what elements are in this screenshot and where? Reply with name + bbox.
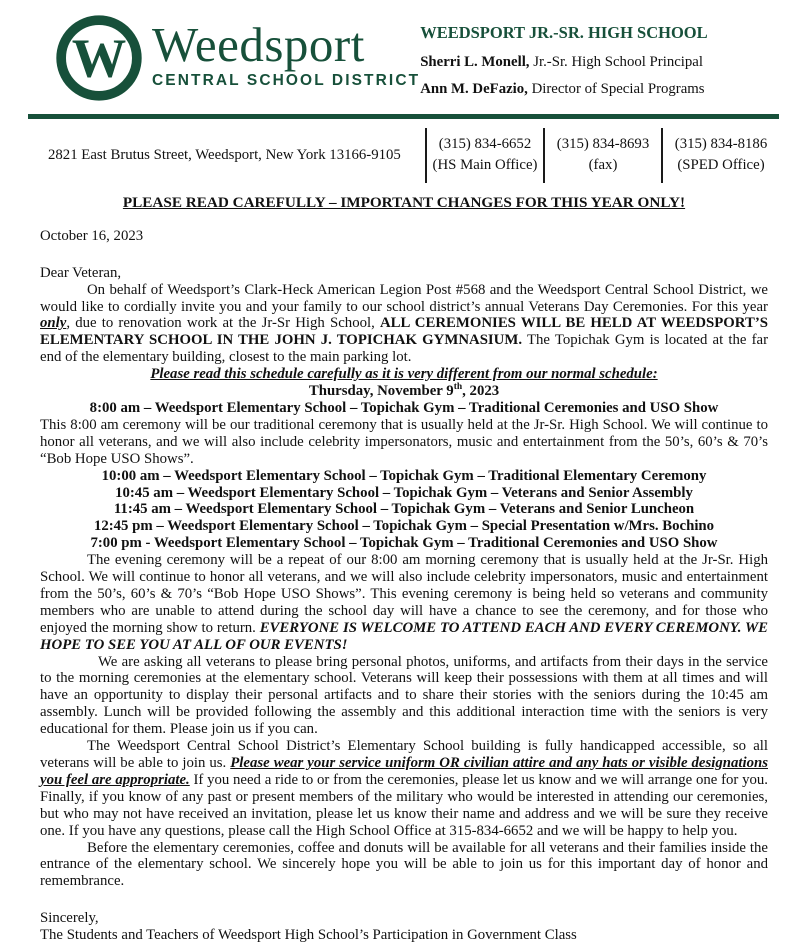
welcome-emphasis: EVERYONE IS WELCOME TO ATTEND EACH AND EVERY CEREMONY. WE HOPE TO SEE YOU AT ALL OF OUR EVENTS! <box>40 619 768 653</box>
para-evening <box>40 552 768 653</box>
phone-label: (fax) <box>588 157 618 174</box>
logo-tagline: CENTRAL SCHOOL DISTRICT <box>152 72 421 89</box>
letter-body <box>40 195 768 944</box>
schedule-item-1145am: 11:45 am – Weedsport Elementary School – Topichak Gym – Veterans and Senior Luncheon <box>113 501 695 518</box>
para-invite <box>40 282 768 367</box>
contact-bar <box>28 128 779 183</box>
schedule-date <box>40 383 768 400</box>
evening-text: The evening ceremony will be a repeat of our 8:00 am morning ceremony that is usually held at the Jr-Sr. High School. We will continue to honor all veterans, and we will also include celebrity impersonators, music and entertainment from the 50’s, 60’s & 70’s “Bob Hope USO Shows”. This evening ceremony is being held so veterans and community members who are unable to attend during the school day will have a chance to see the ceremony, and for those who enjoyed the morning show to return. <box>40 552 768 636</box>
staff-line-principal <box>420 54 755 71</box>
invite-text: On behalf of Weedsport’s Clark-Heck American Legion Post #568 and the Weedsport Central School District, we would like to cordially invite you and your family to our school district’s annual Veterans Day Ceremonies. For this year <box>40 281 768 315</box>
schedule-date-text: Thursday, November 9 <box>308 383 454 400</box>
phone-number: (315) 834-8693 <box>556 136 650 152</box>
staff-line-director <box>420 81 755 98</box>
schedule-note: Please read this schedule carefully as it is very different from our normal schedule: <box>150 366 658 383</box>
logo-wordmark: Weedsport <box>152 17 365 72</box>
signature: The Students and Teachers of Weedsport High School’s Participation in Government Class <box>40 927 577 944</box>
letter-date: October 16, 2023 <box>40 227 144 244</box>
para-access <box>40 738 768 839</box>
para-morning: This 8:00 am ceremony will be our traditional ceremony that is usually held at the Jr-Sr. High School. We will continue to honor all veterans, and we will also include celebrity impersonators, music and entertainment from the 50’s, 60’s & 70’s “Bob Hope USO Shows”. <box>40 416 768 467</box>
para-artifacts: We are asking all veterans to please bring personal photos, uniforms, and artifacts from their days in the service to the morning ceremonies at the elementary school. Veterans will keep their possessions with them at all times and will have an opportunity to display their personal artifacts and to share their stories with the seniors during the 10:45 am assembly. Lunch will be provided following the assembly and this additional interaction time with the seniors is very educational for them. Please join us if you can. <box>40 653 768 738</box>
superscript-th: th <box>453 382 463 393</box>
schedule-item-800am: 8:00 am – Weedsport Elementary School – Topichak Gym – Traditional Ceremonies and USO Show <box>89 399 719 416</box>
schedule-item-700pm: 7:00 pm - Weedsport Elementary School – Topichak Gym – Traditional Ceremonies and USO Show <box>90 535 718 552</box>
header-divider <box>28 114 779 119</box>
school-name: WEEDSPORT JR.-SR. HIGH SCHOOL <box>420 23 708 42</box>
w-monogram-icon <box>55 14 143 102</box>
phone-number: (315) 834-6652 <box>438 136 532 152</box>
emphasis-only: only <box>40 315 67 332</box>
invite-text: The Topichak Gym is located at the far end of the elementary building, closest to the main parking lot. <box>40 332 769 366</box>
phone-cell-sped-office <box>661 128 779 183</box>
salutation: Dear Veteran, <box>40 264 122 281</box>
phone-label: (HS Main Office) <box>432 157 538 174</box>
schedule-item-1000am: 10:00 am – Weedsport Elementary School – Topichak Gym – Traditional Elementary Ceremony <box>101 467 707 484</box>
phone-cell-hs-office <box>425 128 543 183</box>
phone-cell-fax <box>543 128 661 183</box>
phone-number: (315) 834-8186 <box>674 136 768 152</box>
page-header <box>0 0 807 108</box>
schedule-item-1245pm: 12:45 pm – Weedsport Elementary School – Topichak Gym – Special Presentation w/Mrs. Bochino <box>93 518 715 535</box>
attire-emphasis: Please wear your service uniform OR civilian attire and any hats or visible designations you feel are appropriate. <box>40 755 768 788</box>
staff-title: Director of Special Programs <box>527 81 705 97</box>
schedule-item-1045am: 10:45 am – Weedsport Elementary School – Topichak Gym – Veterans and Senior Assembly <box>115 484 693 501</box>
closing-block <box>40 910 768 944</box>
invite-text: , due to renovation work at the Jr-Sr High School, <box>66 315 380 332</box>
access-text: The Weedsport Central School District’s Elementary School building is fully handicapped accessible, so all veterans will be able to join us. <box>40 738 768 771</box>
venue-announcement: ALL CEREMONIES WILL BE HELD AT WEEDSPORT’S ELEMENTARY SCHOOL IN THE JOHN J. TOPICHAK GYMNASIUM. <box>40 315 768 349</box>
svg-text:W: W <box>71 27 127 89</box>
letter-heading: PLEASE READ CAREFULLY – IMPORTANT CHANGES FOR THIS YEAR ONLY! <box>122 193 686 211</box>
phone-label: (SPED Office) <box>677 157 765 174</box>
staff-name: Sherri L. Monell, <box>420 54 530 70</box>
header-right <box>420 14 755 108</box>
address-text: 2821 East Brutus Street, Weedsport, New York 13166-9105 <box>48 146 401 163</box>
staff-name: Ann M. DeFazio, <box>420 81 528 97</box>
access-text: If you need a ride to or from the ceremonies, please let us know and we will arrange one for you. Finally, if you know of any past or present members of the military who would be interested in attending our ceremonies, but who may not have received an invitation, please let us know their name and address and we will be sure they receive one. If you have any questions, please call the High School Office at 315-834-6652 and we will be happy to help you. <box>40 771 768 839</box>
weedsport-logo <box>55 14 420 102</box>
closing: Sincerely, <box>40 910 99 927</box>
staff-title: Jr.-Sr. High School Principal <box>529 54 703 70</box>
logo-text <box>152 14 420 90</box>
para-coffee: Before the elementary ceremonies, coffee and donuts will be available for all veterans and their families inside the entrance of the elementary school. We sincerely hope you will be able to join us for this important day of honor and remembrance. <box>40 839 768 890</box>
schedule-date-text: , 2023 <box>462 383 500 400</box>
